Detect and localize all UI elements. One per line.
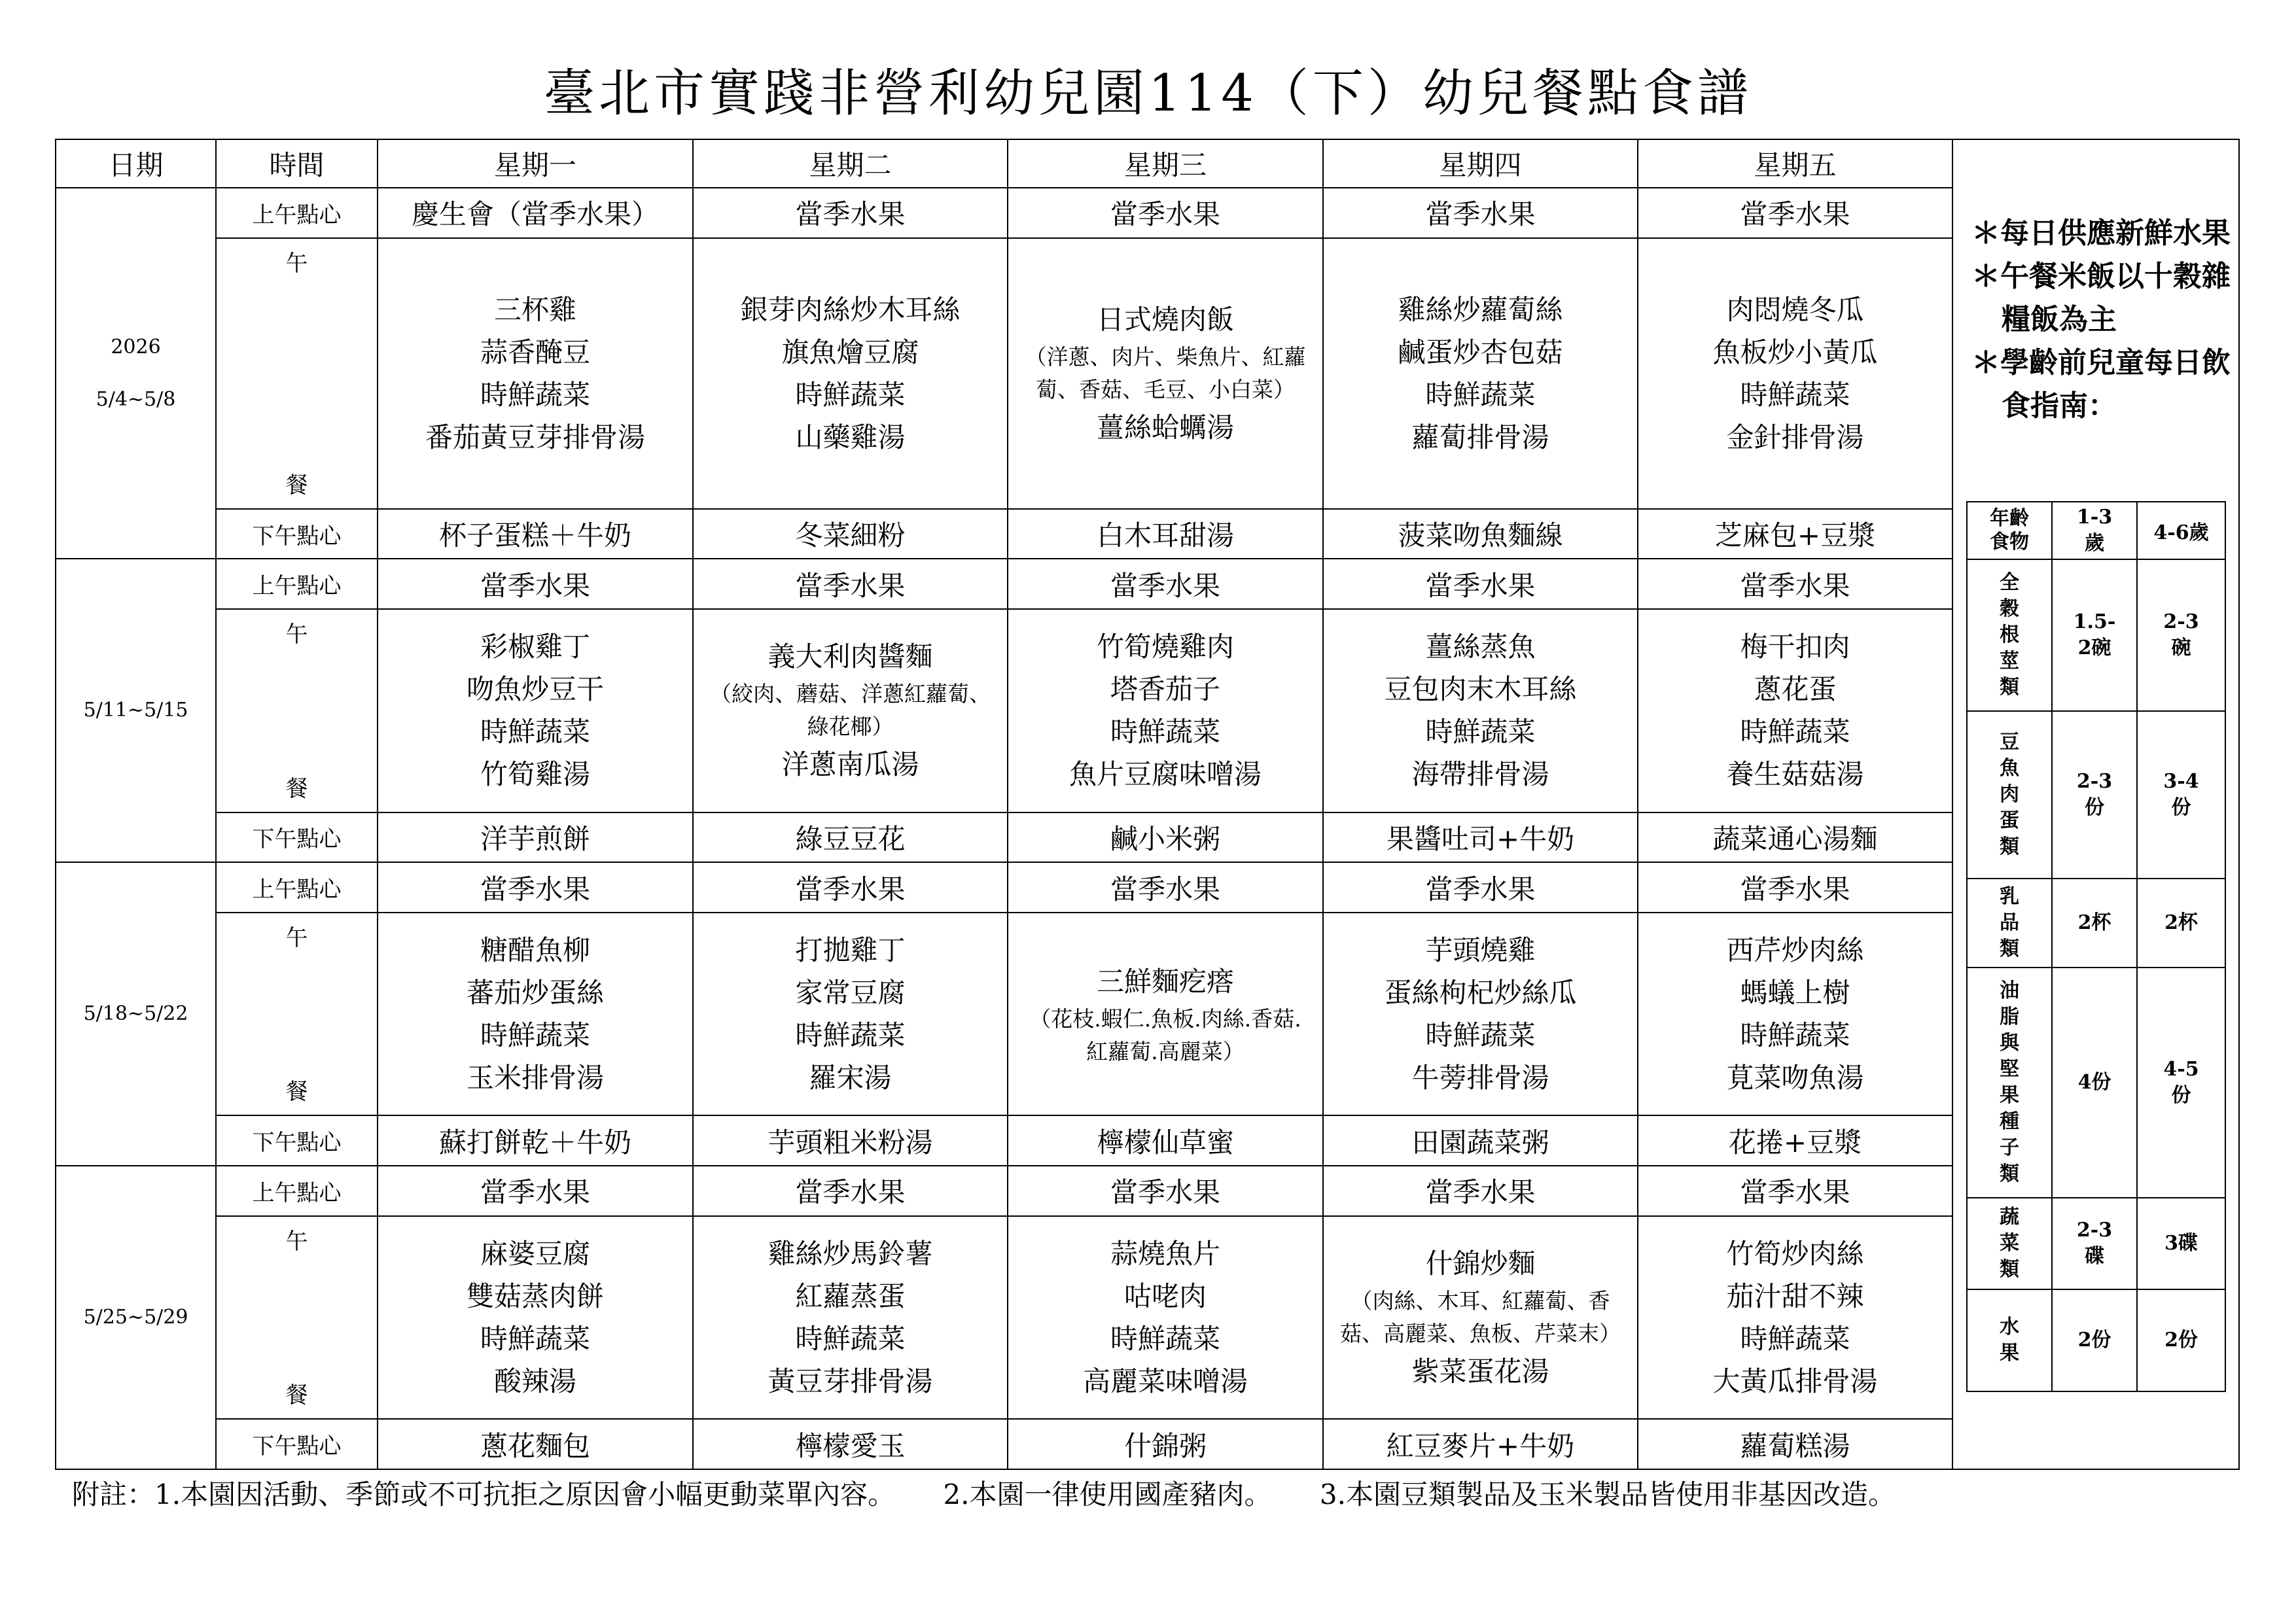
lunch-label-bottom: 餐 bbox=[285, 1079, 308, 1106]
pm-snack-row bbox=[56, 1115, 1952, 1166]
guide-serving: 2杯 bbox=[2164, 911, 2198, 934]
am-snack-cell: 當季水果 bbox=[1638, 188, 1952, 238]
dish: 紅蘿蒸蛋 bbox=[795, 1280, 906, 1312]
dish: 麻婆豆腐 bbox=[480, 1237, 590, 1270]
lunch-row bbox=[56, 1216, 1952, 1420]
week-year: 2026 bbox=[111, 335, 161, 358]
dish: 蔥花蛋 bbox=[1754, 673, 1837, 706]
week-range: 5/25~5/29 bbox=[83, 1306, 188, 1329]
footnote bbox=[72, 1473, 1935, 1512]
guide-row bbox=[1967, 559, 2225, 711]
dish: 高麗菜味噌湯 bbox=[1082, 1365, 1248, 1397]
am-snack-cell: 當季水果 bbox=[1008, 188, 1323, 238]
lunch-label-top: 午 bbox=[285, 250, 308, 277]
dish: 玉米排骨湯 bbox=[466, 1062, 604, 1094]
dish: 銀芽肉絲炒木耳絲 bbox=[740, 293, 961, 326]
dish: 塔香茄子 bbox=[1110, 673, 1220, 706]
am-snack-cell: 當季水果 bbox=[1008, 862, 1323, 913]
dish-ingredients: （肉絲、木耳、紅蘿蔔、香菇、高麗菜、魚板、芹菜末） bbox=[1340, 1287, 1621, 1346]
lunch-cell bbox=[1008, 238, 1323, 509]
pm-snack-cell: 檸檬仙草蜜 bbox=[1008, 1115, 1323, 1166]
dish: 山藥雞湯 bbox=[795, 421, 906, 453]
dish: 彩椒雞丁 bbox=[480, 631, 590, 663]
dish: 義大利肉醬麵 bbox=[768, 640, 933, 673]
pm-snack-row bbox=[56, 509, 1952, 559]
lunch-cell bbox=[1638, 913, 1952, 1116]
dish: 家常豆腐 bbox=[795, 977, 906, 1009]
header-day: 星期一 bbox=[378, 139, 693, 188]
lunch-cell bbox=[693, 238, 1008, 509]
lunch-label-top: 午 bbox=[285, 621, 308, 648]
pm-snack-cell: 芝麻包+豆漿 bbox=[1638, 509, 1952, 559]
guide-food-cell bbox=[1967, 968, 2052, 1198]
am-snack-cell: 當季水果 bbox=[693, 862, 1008, 913]
lunch-cell bbox=[1638, 238, 1952, 509]
am-snack-row bbox=[56, 862, 1952, 913]
dish: 豆包肉末木耳絲 bbox=[1384, 673, 1577, 706]
dish: 牛蒡排骨湯 bbox=[1411, 1062, 1549, 1094]
am-snack-row bbox=[56, 1166, 1952, 1216]
am-snack-cell: 當季水果 bbox=[693, 1166, 1008, 1216]
guide-age2-cell bbox=[2137, 879, 2225, 968]
guide-food-cell bbox=[1967, 879, 2052, 968]
week-date-cell bbox=[56, 1166, 216, 1469]
dish: 酸辣湯 bbox=[493, 1365, 576, 1397]
lunch-label-bottom: 餐 bbox=[285, 472, 308, 498]
side-panel bbox=[1952, 139, 2240, 1470]
guide-age1-cell bbox=[2052, 711, 2137, 879]
dish: 時鮮蔬菜 bbox=[480, 378, 590, 411]
guide-row bbox=[1967, 1289, 2225, 1391]
am-snack-cell: 當季水果 bbox=[693, 559, 1008, 609]
header-date: 日期 bbox=[56, 139, 216, 188]
pm-snack-cell: 白木耳甜湯 bbox=[1008, 509, 1323, 559]
guide-age1-cell bbox=[2052, 1198, 2137, 1289]
dish: 洋蔥南瓜湯 bbox=[781, 748, 919, 781]
lunch-label bbox=[216, 609, 378, 812]
pm-snack-cell: 洋芋煎餅 bbox=[378, 812, 693, 863]
dish: 西芹炒肉絲 bbox=[1726, 934, 1864, 967]
dish: 蕃茄炒蛋絲 bbox=[466, 977, 604, 1009]
dish: 竹筍燒雞肉 bbox=[1096, 631, 1234, 663]
am-snack-cell: 當季水果 bbox=[1008, 1166, 1323, 1216]
guide-serving: 2-3碗 bbox=[2163, 610, 2199, 659]
dish: 時鮮蔬菜 bbox=[1425, 378, 1536, 411]
guide-age1-cell bbox=[2052, 559, 2137, 711]
notes bbox=[1971, 212, 2233, 428]
guide-row bbox=[1967, 879, 2225, 968]
dish: 莧菜吻魚湯 bbox=[1726, 1062, 1864, 1094]
diet-guide-table bbox=[1966, 501, 2226, 1392]
dish: 蛋絲枸杞炒絲瓜 bbox=[1384, 977, 1577, 1009]
lunch-label-bottom: 餐 bbox=[285, 775, 308, 802]
pm-snack-row bbox=[56, 812, 1952, 863]
pm-snack-cell: 花捲+豆漿 bbox=[1638, 1115, 1952, 1166]
footnote-item: 3.本園豆類製品及玉米製品皆使用非基因改造。 bbox=[1319, 1478, 1896, 1510]
week-range: 5/4~5/8 bbox=[96, 387, 176, 411]
lunch-cell bbox=[378, 1216, 693, 1420]
week-range: 5/11~5/15 bbox=[83, 699, 188, 722]
page-title: 臺北市實踐非營利幼兒園114（下）幼兒餐點食譜 bbox=[544, 64, 1752, 123]
dish: 日式燒肉飯 bbox=[1096, 303, 1234, 336]
guide-serving: 2份 bbox=[2077, 1329, 2111, 1352]
guide-age-header: 4-6歲 bbox=[2153, 521, 2209, 544]
header-time: 時間 bbox=[216, 139, 378, 188]
footnote-item: 附註：1.本園因活動、季節或不可抗拒之原因會小幅更動菜單內容。 bbox=[72, 1478, 896, 1510]
guide-header-row bbox=[1967, 502, 2225, 559]
lunch-label-top: 午 bbox=[285, 924, 308, 951]
guide-serving: 3碟 bbox=[2164, 1232, 2198, 1255]
dish: 時鮮蔬菜 bbox=[1740, 378, 1850, 411]
guide-food: 全穀根莖類 bbox=[2000, 571, 2019, 699]
lunch-cell bbox=[1323, 913, 1638, 1116]
dish-ingredients: （花枝.蝦仁.魚板.肉絲.香菇.紅蘿蔔.高麗菜） bbox=[1029, 1005, 1301, 1064]
am-snack-cell: 當季水果 bbox=[1638, 1166, 1952, 1216]
am-snack-cell: 當季水果 bbox=[378, 1166, 693, 1216]
guide-food: 油脂與堅果種子類 bbox=[2000, 979, 2019, 1185]
dish: 薑絲蒸魚 bbox=[1425, 631, 1536, 663]
dish: 芋頭燒雞 bbox=[1425, 934, 1536, 967]
guide-age2-cell bbox=[2137, 711, 2225, 879]
guide-age1-cell bbox=[2052, 879, 2137, 968]
am-snack-cell: 當季水果 bbox=[1008, 559, 1323, 609]
lunch-label-bottom: 餐 bbox=[285, 1382, 308, 1409]
am-snack-cell: 當季水果 bbox=[1323, 862, 1638, 913]
dish: 咕咾肉 bbox=[1123, 1280, 1207, 1312]
menu-table bbox=[55, 139, 1953, 1470]
lunch-cell bbox=[693, 609, 1008, 812]
lunch-cell bbox=[1323, 1216, 1638, 1420]
dish: 紫菜蛋花湯 bbox=[1411, 1355, 1549, 1387]
guide-serving: 2-3碟 bbox=[2076, 1219, 2113, 1268]
am-snack-row bbox=[56, 559, 1952, 609]
guide-serving: 2-3份 bbox=[2076, 770, 2113, 819]
header-day: 星期五 bbox=[1638, 139, 1952, 188]
dish: 梅干扣肉 bbox=[1740, 631, 1850, 663]
lunch-cell bbox=[1638, 1216, 1952, 1420]
note-item: ＊每日供應新鮮水果 bbox=[1971, 217, 2231, 250]
pm-snack-cell: 田園蔬菜粥 bbox=[1323, 1115, 1638, 1166]
dish: 時鮮蔬菜 bbox=[1110, 716, 1220, 748]
dish: 雞絲炒馬鈴薯 bbox=[768, 1237, 933, 1270]
am-snack-cell: 當季水果 bbox=[378, 559, 693, 609]
lunch-cell bbox=[693, 913, 1008, 1116]
lunch-label bbox=[216, 238, 378, 509]
lunch-cell bbox=[378, 238, 693, 509]
guide-food-cell bbox=[1967, 1198, 2052, 1289]
week-date-cell bbox=[56, 559, 216, 862]
dish: 時鮮蔬菜 bbox=[795, 1322, 906, 1355]
guide-serving: 4-5份 bbox=[2163, 1058, 2199, 1107]
week-range: 5/18~5/22 bbox=[83, 1002, 188, 1026]
guide-food-cell bbox=[1967, 559, 2052, 711]
dish: 黃豆芽排骨湯 bbox=[768, 1365, 933, 1397]
lunch-label bbox=[216, 1216, 378, 1420]
dish: 三杯雞 bbox=[493, 293, 576, 326]
guide-row bbox=[1967, 711, 2225, 879]
guide-food: 水果 bbox=[2000, 1316, 2019, 1365]
am-snack-cell: 當季水果 bbox=[693, 188, 1008, 238]
pm-snack-cell: 鹹小米粥 bbox=[1008, 812, 1323, 863]
am-snack-cell: 慶生會（當季水果） bbox=[378, 188, 693, 238]
dish: 魚板炒小黃瓜 bbox=[1712, 336, 1878, 368]
dish: 羅宋湯 bbox=[809, 1062, 892, 1094]
dish: 三鮮麵疙瘩 bbox=[1096, 965, 1234, 998]
pm-snack-cell: 冬菜細粉 bbox=[693, 509, 1008, 559]
guide-food: 蔬菜類 bbox=[2000, 1206, 2019, 1281]
dish: 時鮮蔬菜 bbox=[1740, 716, 1850, 748]
lunch-row bbox=[56, 913, 1952, 1116]
am-snack-cell: 當季水果 bbox=[1323, 1166, 1638, 1216]
header-row bbox=[56, 139, 1952, 188]
header-day: 星期三 bbox=[1008, 139, 1323, 188]
guide-serving: 3-4份 bbox=[2163, 770, 2199, 819]
lunch-label-top: 午 bbox=[285, 1228, 308, 1255]
am-snack-cell: 當季水果 bbox=[1638, 862, 1952, 913]
lunch-cell bbox=[378, 609, 693, 812]
header-day: 星期四 bbox=[1323, 139, 1638, 188]
pm-snack-label: 下午點心 bbox=[216, 812, 378, 863]
dish: 時鮮蔬菜 bbox=[480, 716, 590, 748]
dish: 時鮮蔬菜 bbox=[1425, 716, 1536, 748]
dish: 吻魚炒豆干 bbox=[466, 673, 604, 706]
lunch-cell bbox=[693, 1216, 1008, 1420]
guide-age1-cell bbox=[2052, 968, 2137, 1198]
guide-row bbox=[1967, 968, 2225, 1198]
footnote-item: 2.本園一律使用國產豬肉。 bbox=[943, 1478, 1272, 1510]
pm-snack-cell: 檸檬愛玉 bbox=[693, 1419, 1008, 1469]
dish: 番茄黃豆芽排骨湯 bbox=[425, 421, 645, 453]
guide-age2-cell bbox=[2137, 559, 2225, 711]
lunch-label bbox=[216, 913, 378, 1116]
dish: 養生菇菇湯 bbox=[1726, 758, 1864, 791]
pm-snack-cell: 什錦粥 bbox=[1008, 1419, 1323, 1469]
lunch-cell bbox=[378, 913, 693, 1116]
lunch-row bbox=[56, 609, 1952, 812]
dish: 時鮮蔬菜 bbox=[795, 1019, 906, 1052]
guide-age2-cell bbox=[2137, 968, 2225, 1198]
lunch-cell bbox=[1638, 609, 1952, 812]
dish: 時鮮蔬菜 bbox=[795, 378, 906, 411]
dish: 時鮮蔬菜 bbox=[1110, 1322, 1220, 1355]
dish: 竹筍炒肉絲 bbox=[1726, 1237, 1864, 1270]
dish: 什錦炒麵 bbox=[1425, 1247, 1536, 1280]
dish: 竹筍雞湯 bbox=[480, 758, 590, 791]
week-date-cell bbox=[56, 188, 216, 559]
dish: 旗魚燴豆腐 bbox=[781, 336, 919, 368]
am-snack-cell: 當季水果 bbox=[1323, 559, 1638, 609]
guide-corner-age: 年齡 bbox=[1990, 507, 2029, 530]
menu-body bbox=[56, 188, 1952, 1469]
guide-food: 豆魚肉蛋類 bbox=[2000, 731, 2019, 858]
pm-snack-label: 下午點心 bbox=[216, 509, 378, 559]
dish: 蘿蔔排骨湯 bbox=[1411, 421, 1549, 453]
pm-snack-label: 下午點心 bbox=[216, 1419, 378, 1469]
dish: 雙菇蒸肉餅 bbox=[466, 1280, 604, 1312]
dish: 雞絲炒蘿蔔絲 bbox=[1398, 293, 1563, 326]
pm-snack-cell: 蔥花麵包 bbox=[378, 1419, 693, 1469]
guide-age1-cell bbox=[2052, 1289, 2137, 1391]
note-item: ＊學齡前兒童每日飲食指南： bbox=[1971, 346, 2231, 423]
pm-snack-cell: 綠豆豆花 bbox=[693, 812, 1008, 863]
guide-age2-cell bbox=[2137, 1289, 2225, 1391]
dish: 海帶排骨湯 bbox=[1411, 758, 1549, 791]
guide-age-header: 1-3歲 bbox=[2076, 506, 2113, 555]
lunch-cell bbox=[1323, 609, 1638, 812]
dish: 金針排骨湯 bbox=[1726, 421, 1864, 453]
dish-ingredients: （洋蔥、肉片、柴魚片、紅蘿蔔、香菇、毛豆、小白菜） bbox=[1025, 343, 1306, 402]
dish: 時鮮蔬菜 bbox=[1740, 1019, 1850, 1052]
dish: 肉悶燒冬瓜 bbox=[1726, 293, 1864, 326]
dish: 蒜香醃豆 bbox=[480, 336, 590, 368]
guide-serving: 1.5-2碗 bbox=[2073, 610, 2116, 659]
guide-age2-cell bbox=[2137, 1198, 2225, 1289]
dish: 時鮮蔬菜 bbox=[480, 1322, 590, 1355]
guide-row bbox=[1967, 1198, 2225, 1289]
am-snack-cell: 當季水果 bbox=[1638, 559, 1952, 609]
note-item: ＊午餐米飯以十穀雜糧飯為主 bbox=[1971, 260, 2231, 336]
dish: 鹹蛋炒杏包菇 bbox=[1398, 336, 1563, 368]
guide-serving: 2份 bbox=[2164, 1329, 2198, 1352]
guide-serving: 2杯 bbox=[2077, 911, 2111, 934]
pm-snack-cell: 果醬吐司+牛奶 bbox=[1323, 812, 1638, 863]
guide-serving: 4份 bbox=[2077, 1071, 2111, 1094]
pm-snack-cell: 蔬菜通心湯麵 bbox=[1638, 812, 1952, 863]
pm-snack-cell: 蘇打餅乾＋牛奶 bbox=[378, 1115, 693, 1166]
dish: 薑絲蛤蠣湯 bbox=[1096, 411, 1234, 444]
dish: 蒜燒魚片 bbox=[1110, 1237, 1220, 1270]
pm-snack-cell: 杯子蛋糕＋牛奶 bbox=[378, 509, 693, 559]
pm-snack-cell: 菠菜吻魚麵線 bbox=[1323, 509, 1638, 559]
dish: 魚片豆腐味噌湯 bbox=[1069, 758, 1262, 791]
dish: 大黃瓜排骨湯 bbox=[1712, 1365, 1878, 1397]
pm-snack-label: 下午點心 bbox=[216, 1115, 378, 1166]
guide-corner-food: 食物 bbox=[1990, 531, 2029, 553]
guide-food-cell bbox=[1967, 1289, 2052, 1391]
dish-ingredients: （絞肉、蘑菇、洋蔥紅蘿蔔、綠花椰） bbox=[710, 681, 991, 740]
guide-food: 乳品類 bbox=[2000, 885, 2019, 960]
pm-snack-cell: 芋頭粗米粉湯 bbox=[693, 1115, 1008, 1166]
am-snack-label: 上午點心 bbox=[216, 862, 378, 913]
pm-snack-row bbox=[56, 1419, 1952, 1469]
week-date-cell bbox=[56, 862, 216, 1166]
lunch-cell bbox=[1008, 609, 1323, 812]
lunch-cell bbox=[1323, 238, 1638, 509]
dish: 糖醋魚柳 bbox=[480, 934, 590, 967]
am-snack-label: 上午點心 bbox=[216, 1166, 378, 1216]
am-snack-row bbox=[56, 188, 1952, 238]
lunch-row bbox=[56, 238, 1952, 509]
dish: 時鮮蔬菜 bbox=[1425, 1019, 1536, 1052]
am-snack-cell: 當季水果 bbox=[1323, 188, 1638, 238]
lunch-cell bbox=[1008, 913, 1323, 1116]
dish: 螞蟻上樹 bbox=[1740, 977, 1850, 1009]
pm-snack-cell: 蘿蔔糕湯 bbox=[1638, 1419, 1952, 1469]
dish: 時鮮蔬菜 bbox=[1740, 1322, 1850, 1355]
dish: 茄汁甜不辣 bbox=[1726, 1280, 1864, 1312]
header-day: 星期二 bbox=[693, 139, 1008, 188]
am-snack-label: 上午點心 bbox=[216, 188, 378, 238]
lunch-cell bbox=[1008, 1216, 1323, 1420]
am-snack-label: 上午點心 bbox=[216, 559, 378, 609]
am-snack-cell: 當季水果 bbox=[378, 862, 693, 913]
dish: 打拋雞丁 bbox=[795, 934, 906, 967]
pm-snack-cell: 紅豆麥片+牛奶 bbox=[1323, 1419, 1638, 1469]
dish: 時鮮蔬菜 bbox=[480, 1019, 590, 1052]
diet-guide-body bbox=[1967, 502, 2225, 1391]
guide-food-cell bbox=[1967, 711, 2052, 879]
